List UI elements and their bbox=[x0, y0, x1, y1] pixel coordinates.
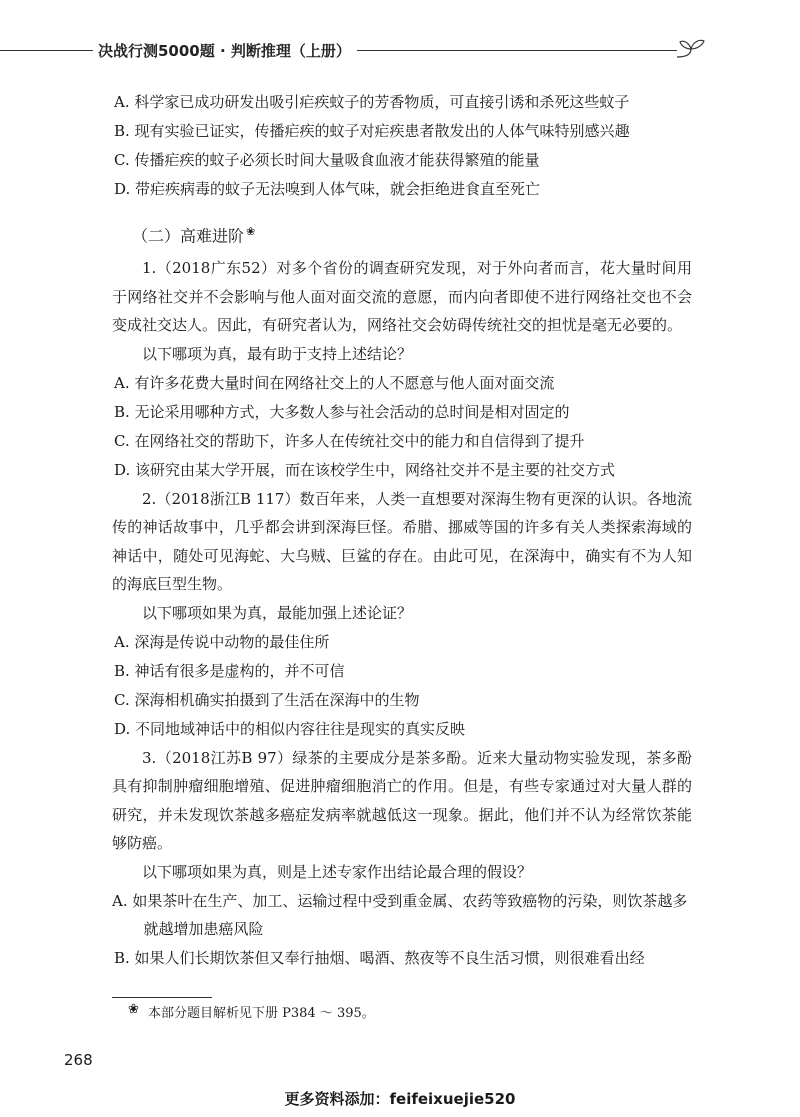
question-2-option-b: B. 神话有很多是虚构的，并不可信 bbox=[114, 661, 345, 680]
question-1-option-d: D. 该研究由某大学开展，而在该校学生中，网络社交并不是主要的社交方式 bbox=[114, 460, 616, 479]
question-2-option-c: C. 深海相机确实拍摄到了生活在深海中的生物 bbox=[114, 690, 420, 709]
header-rule-left bbox=[0, 50, 93, 51]
question-2-text: 2.（2018浙江B 117）数百年来，人类一直想要对深海生物有更深的认识。各地流传的神话故事中，几乎都会讲到深海巨怪。希腊、挪威等国的许多有关人类探索海域的神话中，随处可见海蛇、大乌贼、巨鲨的存在。由此可见，在深海中，确实有不为人知的海底巨型生物。 bbox=[112, 489, 692, 593]
book-title: 决战行测5000题 · 判断推理（上册） bbox=[98, 42, 351, 60]
question-2-option-a: A. 深海是传说中动物的最佳住所 bbox=[114, 632, 330, 651]
question-1-text: 1.（2018广东52）对多个省份的调查研究发现，对于外向者而言，花大量时间用于网络社交并不会影响与他人面对面交流的意愿，而内向者即使不进行网络社交也不会变成社交达人。因此，有研究者认为，网络社交会妨碍传统社交的担忧是毫无必要的。 bbox=[112, 259, 692, 334]
section-title: （二）高难进阶 bbox=[132, 226, 245, 246]
question-1-option-b: B. 无论采用哪种方式，大多数人参与社会活动的总时间是相对固定的 bbox=[114, 402, 570, 421]
prev-option-c: C. 传播疟疾的蚊子必须长时间大量吸食血液才能获得繁殖的能量 bbox=[114, 151, 540, 169]
question-2-stem: 以下哪项如果为真，最能加强上述论证？ bbox=[142, 603, 413, 622]
running-header bbox=[0, 36, 800, 66]
sprout-icon bbox=[675, 36, 707, 62]
footnote-text: 本部分题目解析见下册 P384 ～ 395。 bbox=[148, 1006, 375, 1021]
page-content bbox=[112, 88, 692, 973]
section-heading bbox=[132, 214, 692, 250]
footnote bbox=[128, 1002, 375, 1021]
question-1-stem: 以下哪项为真，最有助于支持上述结论？ bbox=[142, 344, 413, 363]
prev-option-b: B. 现有实验已证实，传播疟疾的蚊子对疟疾患者散发出的人体气味特别感兴趣 bbox=[114, 122, 630, 140]
footnote-mark-icon: ❀ bbox=[128, 1002, 139, 1017]
prev-option-d: D. 带疟疾病毒的蚊子无法嗅到人体气味，就会拒绝进食直至死亡 bbox=[114, 180, 541, 198]
bottom-contact-note: 更多资料添加：feifeixuejie520 bbox=[284, 1090, 516, 1108]
page-number: 268 bbox=[64, 1051, 93, 1069]
flower-mark-icon: ❀ bbox=[246, 225, 256, 238]
prev-option-a: A. 科学家已成功研发出吸引疟疾蚊子的芳香物质，可直接引诱和杀死这些蚊子 bbox=[114, 93, 630, 111]
question-2-option-d: D. 不同地域神话中的相似内容往往是现实的真实反映 bbox=[114, 719, 466, 738]
footnote-rule bbox=[112, 997, 212, 998]
question-3-option-b: B. 如果人们长期饮茶但又奉行抽烟、喝酒、熬夜等不良生活习惯，则很难看出经 bbox=[114, 948, 645, 967]
question-1-option-a: A. 有许多花费大量时间在网络社交上的人不愿意与他人面对面交流 bbox=[114, 373, 555, 392]
question-3-stem: 以下哪项如果为真，则是上述专家作出结论最合理的假设？ bbox=[142, 862, 533, 881]
header-rule-right bbox=[357, 50, 677, 51]
question-1-option-c: C. 在网络社交的帮助下，许多人在传统社交中的能力和自信得到了提升 bbox=[114, 431, 585, 450]
question-3-text: 3.（2018江苏B 97）绿茶的主要成分是茶多酚。近来大量动物实验发现，茶多酚具有抑制肿瘤细胞增殖、促进肿瘤细胞消亡的作用。但是，有些专家通过对大量人群的研究，并未发现饮茶越多癌症发病率就越低这一现象。据此，他们并不认为经常饮茶能够防癌。 bbox=[112, 748, 692, 852]
question-3-option-a: A. 如果茶叶在生产、加工、运输过程中受到重金属、农药等致癌物的污染，则饮茶越多就越增加患癌风险 bbox=[112, 891, 688, 938]
